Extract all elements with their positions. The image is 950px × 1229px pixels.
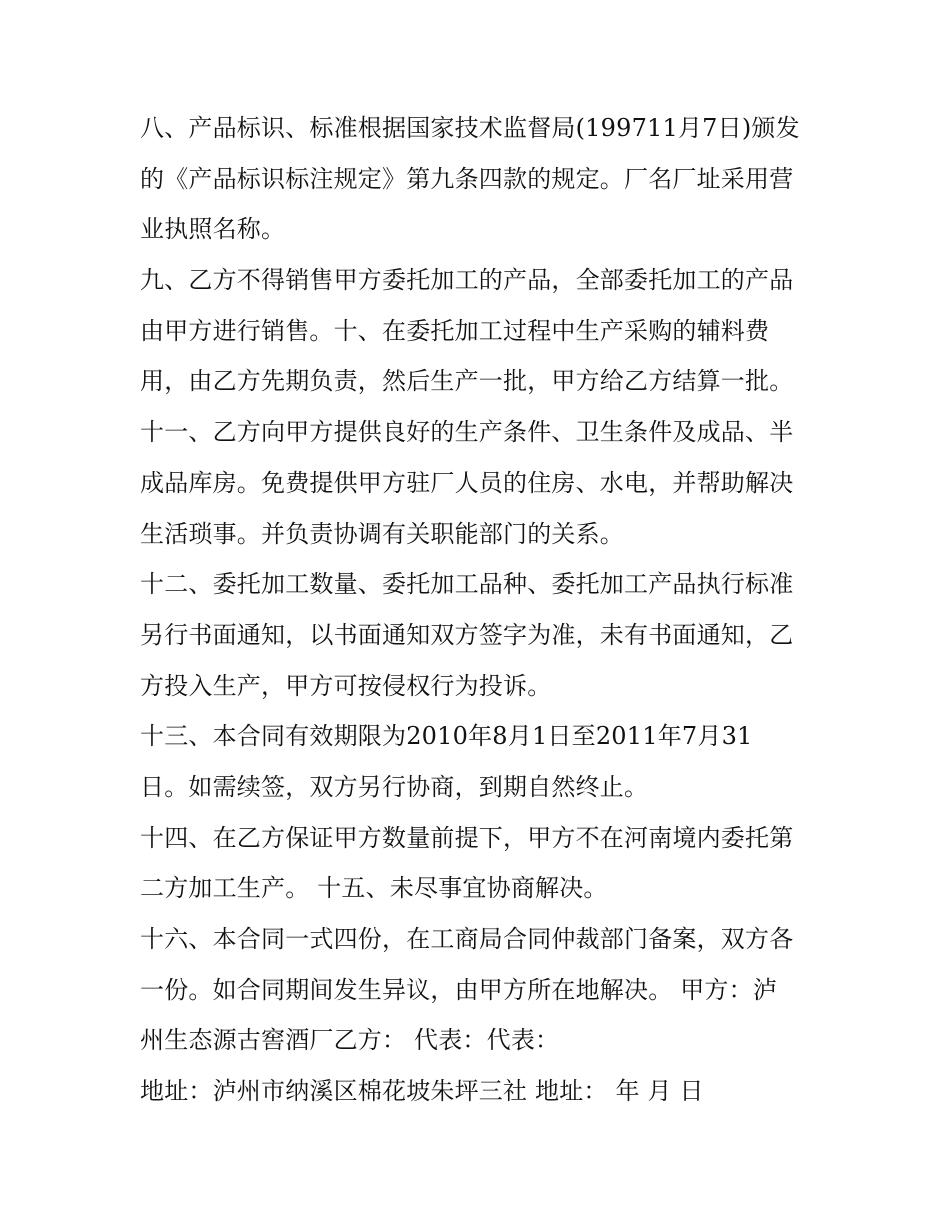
text-line-clause-12-b: 另行书面通知，以书面通知双方签字为准，未有书面通知，乙: [140, 620, 794, 649]
text-line-clause-9-a: 九、乙方不得销售甲方委托加工的产品，全部委托加工的产品: [140, 266, 794, 295]
text-line-address-date: 地址：泸州市纳溪区棉花坡朱坪三社 地址： 年 月 日: [140, 1077, 704, 1106]
text-line-clause-9-b: 由甲方进行销售。十、在委托加工过程中生产采购的辅料费: [140, 316, 770, 345]
text-line-clause-10: 用，由乙方先期负责，然后生产一批，甲方给乙方结算一批。: [140, 367, 794, 396]
text-line-clause-16-b: 一份。如合同期间发生异议，由甲方所在地解决。 甲方：泸: [140, 975, 778, 1004]
text-line-clause-13-a: 十三、本合同有效期限为2010年8月1日至2011年7月31: [140, 722, 753, 751]
text-line-clause-11-b: 成品库房。免费提供甲方驻厂人员的住房、水电，并帮助解决: [140, 468, 794, 497]
text-line-clause-12-a: 十二、委托加工数量、委托加工品种、委托加工产品执行标准: [140, 570, 794, 599]
text-line-clause-16-a: 十六、本合同一式四份，在工商局合同仲裁部门备案，双方各: [140, 925, 794, 953]
text-line-clause-12-c: 方投入生产，甲方可按侵权行为投诉。: [140, 671, 552, 700]
text-line-clause-11-a: 十一、乙方向甲方提供良好的生产条件、卫生条件及成品、半: [140, 418, 794, 447]
text-line-signatories: 州生态源古窖酒厂乙方： 代表：代表：: [140, 1026, 560, 1055]
document-body: [140, 103, 830, 1117]
text-line-clause-14-a: 十四、在乙方保证甲方数量前提下，甲方不在河南境内委托第: [140, 823, 794, 852]
text-line-clause-8-a: 八、产品标识、标准根据国家技术监督局(199711月7日)颁发: [140, 114, 800, 142]
text-line-clause-8-b: 的《产品标识标注规定》第九条四款的规定。厂名厂址采用营: [140, 164, 794, 193]
text-line-clause-11-c: 生活琐事。并负责协调有关职能部门的关系。: [140, 519, 624, 548]
text-line-clause-14-15: 二方加工生产。 十五、未尽事宜协商解决。: [140, 874, 608, 903]
text-line-clause-8-c: 业执照名称。: [140, 215, 286, 244]
text-line-clause-13-b: 日。如需续签，双方另行协商，到期自然终止。: [140, 772, 649, 801]
